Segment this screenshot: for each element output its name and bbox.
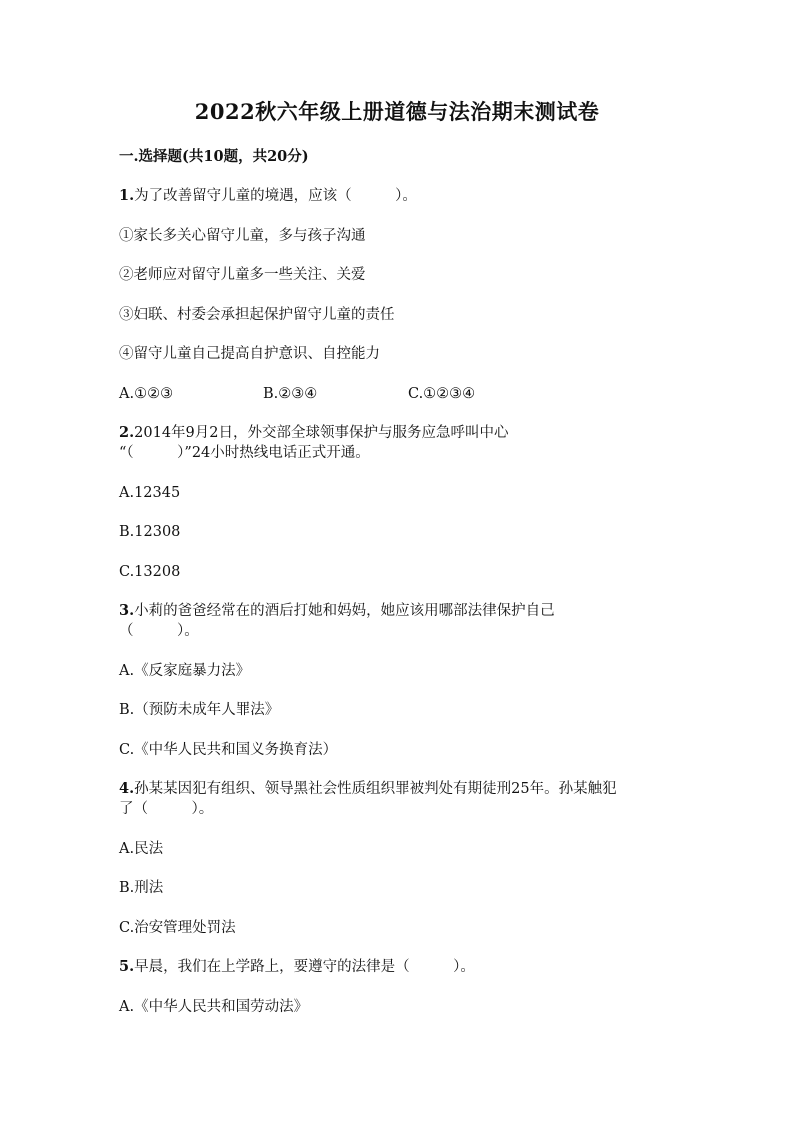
question-2	[119, 423, 509, 443]
question-stem-line-2: 了（ ）。	[119, 801, 214, 817]
q1-option-b: B.②③④	[263, 386, 318, 402]
q2-option-c: C.13208	[119, 564, 181, 580]
q4-option-a: A.民法	[119, 841, 164, 857]
question-stem: 早晨，我们在上学路上，要遵守的法律是（ ）。	[134, 959, 475, 975]
q1-statement-1: ①家长多关心留守儿童，多与孩子沟通	[119, 228, 366, 244]
q1-options	[119, 384, 519, 404]
q1-option-c: C.①②③④	[408, 386, 476, 402]
question-4	[119, 779, 617, 799]
q1-option-a: A.①②③	[119, 386, 174, 402]
question-stem-line-1: 2014年9月2日，外交部全球领事保护与服务应急呼叫中心	[134, 425, 509, 441]
question-number: 2.	[119, 424, 135, 441]
question-stem-line-2: （ ）。	[119, 623, 199, 639]
q1-statement-2: ②老师应对留守儿童多一些关注、关爱	[119, 267, 366, 283]
question-number: 1.	[119, 187, 135, 204]
q3-option-a: A.《反家庭暴力法》	[119, 663, 251, 679]
q2-option-b: B.12308	[119, 524, 181, 540]
question-number: 5.	[119, 958, 135, 975]
question-number: 4.	[119, 780, 135, 797]
q1-statement-3: ③妇联、村委会承担起保护留守儿童的责任	[119, 307, 395, 323]
q3-option-b: B.（预防未成年人罪法》	[119, 702, 280, 718]
q2-option-a: A.12345	[119, 485, 181, 501]
question-stem-line-2: “（ ）”24小时热线电话正式开通。	[119, 445, 370, 461]
q4-option-c: C.治安管理处罚法	[119, 920, 236, 936]
question-5	[119, 957, 475, 977]
q3-option-c: C.《中华人民共和国义务换育法）	[119, 742, 338, 758]
q1-statement-4: ④留守儿童自己提高自护意识、自控能力	[119, 346, 380, 362]
exam-title: 2022秋六年级上册道德与法治期末测试卷	[194, 99, 600, 124]
question-1	[119, 186, 417, 206]
q4-option-b: B.刑法	[119, 880, 164, 896]
question-number: 3.	[119, 602, 135, 619]
section-heading: 一.选择题(共10题，共20分)	[119, 148, 309, 165]
question-stem: 为了改善留守儿童的境遇，应该（ ）。	[134, 188, 417, 204]
q5-option-a: A.《中华人民共和国劳动法》	[119, 999, 309, 1015]
question-stem-line-1: 孙某某因犯有组织、领导黑社会性质组织罪被判处有期徒刑25年。孙某触犯	[134, 781, 617, 797]
question-3	[119, 601, 555, 621]
question-stem-line-1: 小莉的爸爸经常在的酒后打她和妈妈，她应该用哪部法律保护自己	[134, 603, 555, 619]
